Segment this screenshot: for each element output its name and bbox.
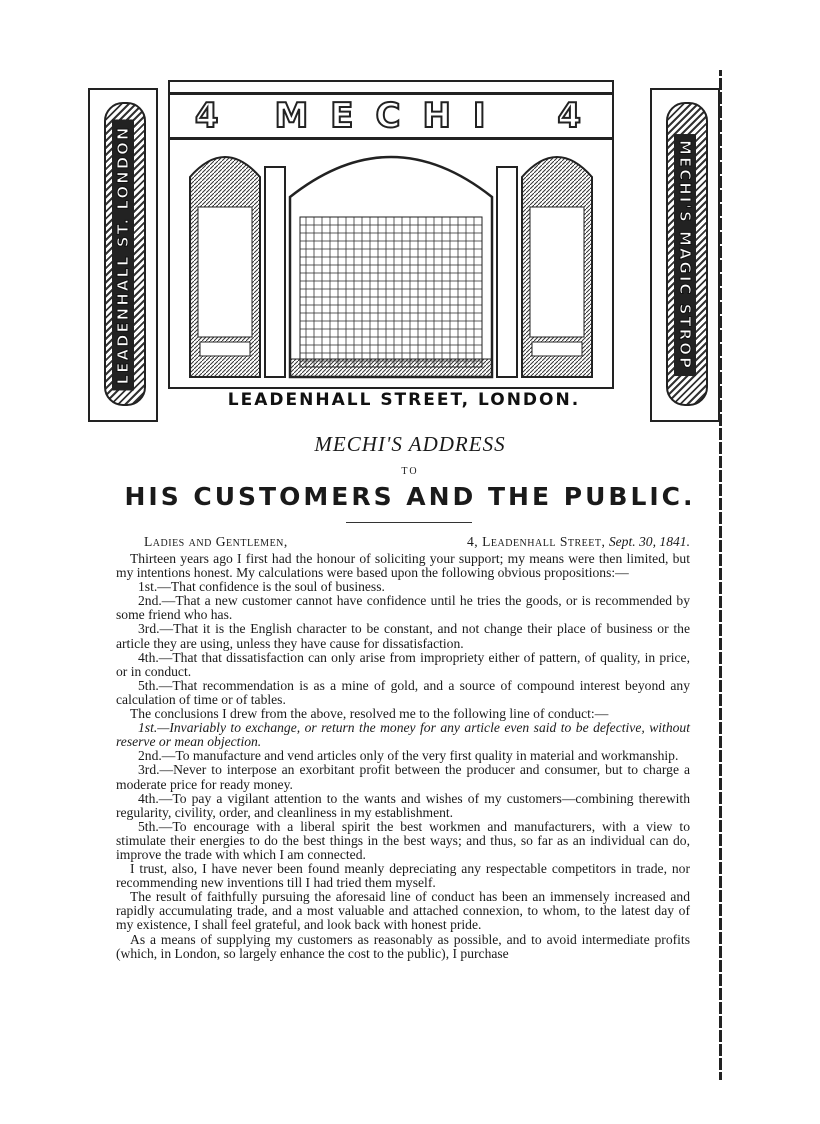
address-date (467, 534, 690, 550)
storefront-illustration (168, 80, 614, 389)
paragraph: 2nd.—That a new customer cannot have confidence until he tries the goods, or is recommended by some friend who has. (116, 593, 690, 623)
paragraph: The conclusions I drew from the above, resolved me to the following line of conduct:— (130, 706, 609, 722)
paragraph: 4th.—That that dissatisfaction can only arise from impropriety either of pattern, of quality, in price, or in conduct. (116, 649, 690, 679)
letter-body (116, 534, 690, 961)
title-rule (346, 522, 472, 523)
paragraph: As a means of supplying my customers as reasonably as possible, and to avoid intermediate profits (which, in London, so largely enhance the cost to the public), I purchase (116, 931, 690, 961)
paragraph: The result of faithfully pursuing the aforesaid line of conduct has been an immensely increased and rapidly accumulating trade, and a most valuable and attached connexion, to whom, to the latest day of my existence, I shall feel grateful, and look back with honest pride. (116, 889, 690, 933)
paragraph: Thirteen years ago I first had the honour of soliciting your support; my means were then limited, but my intentions honest. My calculations were based upon the following obvious propositions:— (116, 551, 690, 581)
left-strop-illustration (88, 88, 158, 422)
dateline (116, 534, 690, 550)
shopfront-engraving (88, 80, 720, 430)
address-to: TO (401, 466, 419, 477)
right-strop-illustration (650, 88, 720, 422)
fascia-name: MECHI (274, 96, 508, 136)
address-title: MECHI'S ADDRESS (314, 432, 506, 456)
paragraph: 4th.—To pay a vigilant attention to the wants and wishes of my customers—combining therewith regularity, civility, order, and cleanliness in my establishment. (116, 790, 690, 820)
shop-fascia (170, 92, 612, 140)
paragraph: 2nd.—To manufacture and vend articles only of the very first quality in material and workmanship. (138, 748, 679, 764)
right-strop-label: MECHI'S MAGIC STROP (674, 134, 696, 376)
paragraph: 1st.—Invariably to exchange, or return the money for any article even said to be defective, without reserve or mean objection. (116, 720, 690, 750)
paragraph: 5th.—To encourage with a liberal spirit the best workmen and manufacturers, with a view to stimulate their energies to do the best things in the best ways; and thus, so far as an individual can do, improve the trade with which I am connected. (116, 818, 690, 862)
paragraph: I trust, also, I have never been found meanly depreciating any respectable competitors in trade, nor recommending new inventions till I had tried them myself. (116, 861, 690, 891)
address-subtitle: HIS CUSTOMERS AND THE PUBLIC. (124, 482, 696, 511)
paragraph: 3rd.—Never to interpose an exorbitant profit between the producer and consumer, but to charge a moderate price for ready money. (116, 762, 690, 792)
date: Sept. 30, 1841. (608, 534, 690, 549)
fascia-number-right: 4 (557, 96, 588, 136)
shopfront-drawing (170, 137, 612, 387)
salutation: Ladies and Gentlemen, (144, 534, 288, 549)
paragraph: 5th.—That recommendation is as a mine of gold, and a source of compound interest beyond any calculation of time or of tables. (116, 677, 690, 707)
engraving-caption: LEADENHALL STREET, LONDON. (227, 390, 581, 410)
paragraph: 3rd.—That it is the English character to be constant, and not change their place of business or the article they are using, unless they have cause for dissatisfaction. (116, 621, 690, 651)
paragraph: 1st.—That confidence is the soul of business. (138, 579, 385, 595)
fascia-number-left: 4 (194, 96, 225, 136)
street-address: 4, Leadenhall Street, (467, 534, 606, 549)
left-strop-label: LEADENHALL ST. LONDON (112, 120, 134, 391)
